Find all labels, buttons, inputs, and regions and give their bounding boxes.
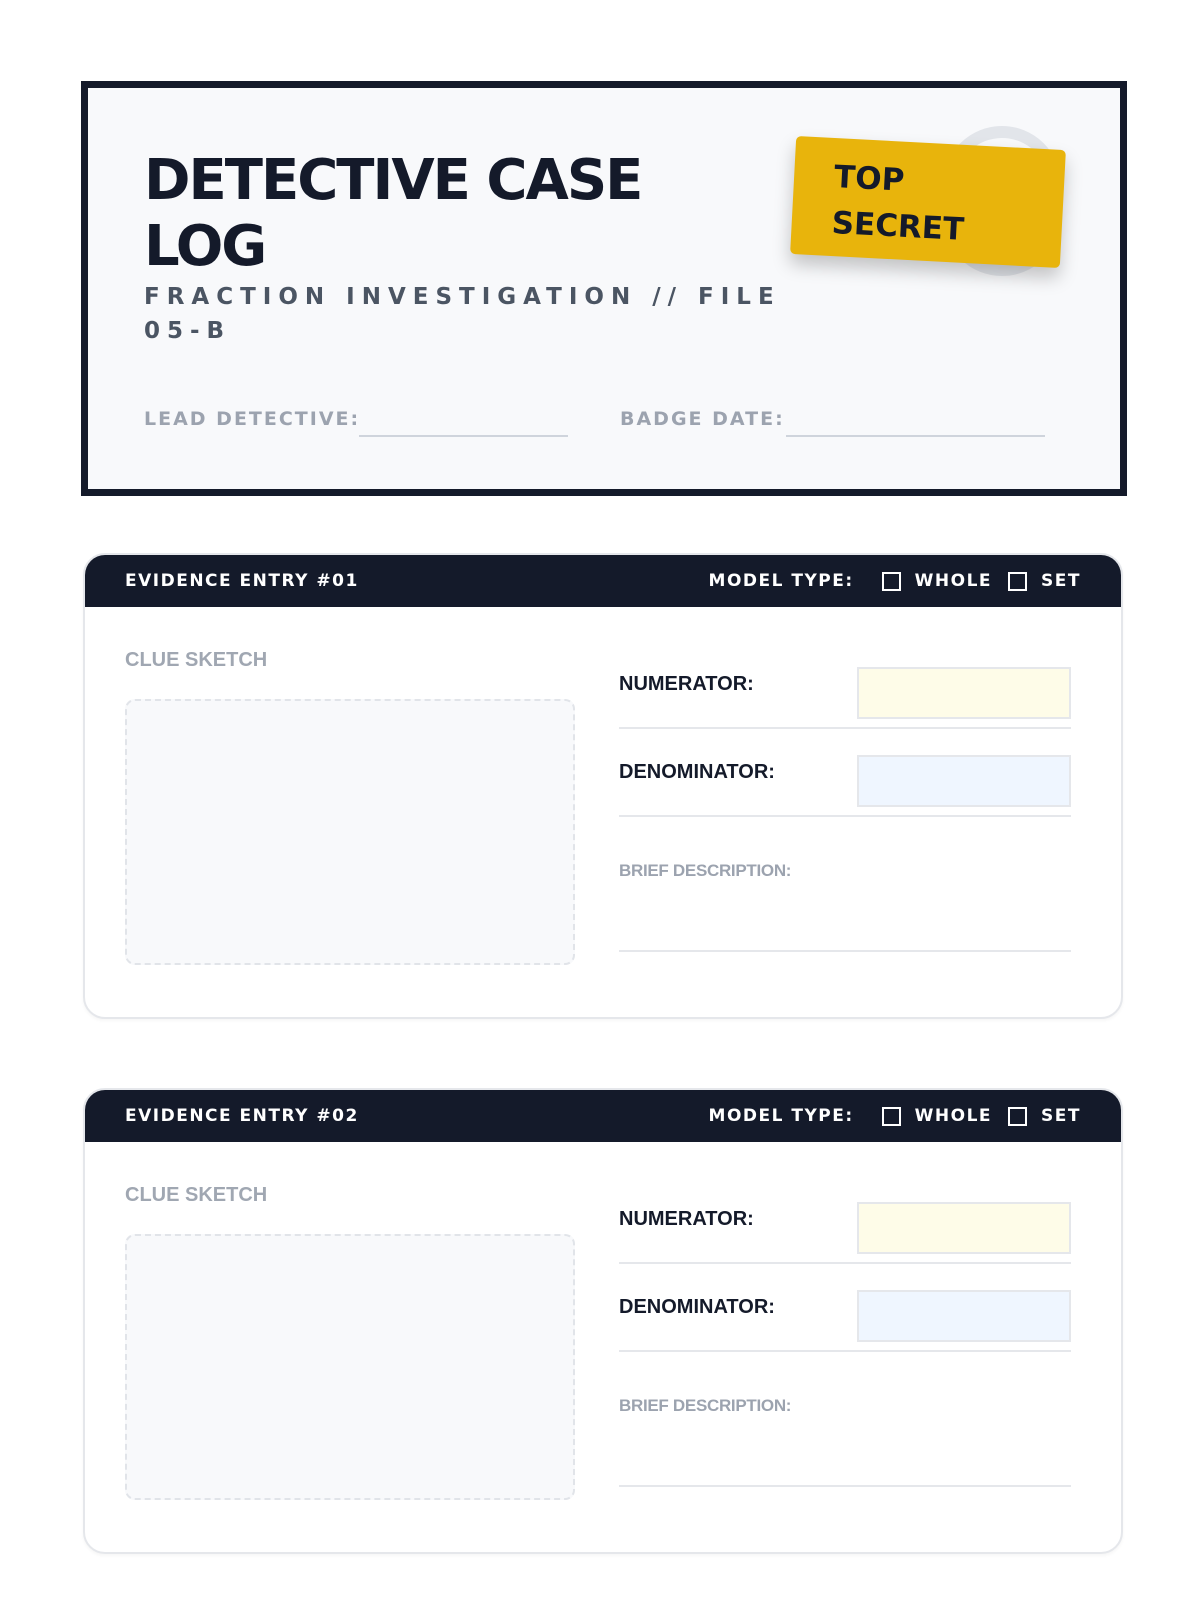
denominator-row xyxy=(619,727,1071,817)
evidence-entry-card xyxy=(83,553,1123,1019)
numerator-row xyxy=(619,639,1071,729)
whole-option-label: WHOLE xyxy=(914,1106,993,1126)
stamp-label: TOP SECRET xyxy=(830,159,965,248)
numerator-row xyxy=(619,1174,1071,1264)
lead-detective-label: LEAD DETECTIVE: xyxy=(144,408,361,430)
model-type-options xyxy=(709,571,1081,591)
brief-description-field[interactable] xyxy=(619,950,1071,952)
badge-date-field[interactable] xyxy=(786,435,1045,437)
numerator-input[interactable] xyxy=(857,1202,1071,1254)
numerator-input[interactable] xyxy=(857,667,1071,719)
lead-detective-field[interactable] xyxy=(359,435,568,437)
clue-sketch-label: CLUE SKETCH xyxy=(125,649,268,671)
set-option-label: SET xyxy=(1041,571,1081,591)
denominator-input[interactable] xyxy=(857,1290,1071,1342)
denominator-input[interactable] xyxy=(857,755,1071,807)
whole-checkbox[interactable] xyxy=(882,1107,901,1126)
clue-sketch-area[interactable] xyxy=(125,699,575,965)
brief-description-field[interactable] xyxy=(619,1485,1071,1487)
brief-description-label: BRIEF DESCRIPTION: xyxy=(619,861,792,880)
clue-sketch-area[interactable] xyxy=(125,1234,575,1500)
model-type-label: MODEL TYPE: xyxy=(708,1106,854,1126)
evidence-entry-card xyxy=(83,1088,1123,1554)
denominator-label: DENOMINATOR: xyxy=(619,1296,775,1318)
denominator-label: DENOMINATOR: xyxy=(619,761,775,783)
top-secret-stamp xyxy=(790,136,1066,268)
model-type-label: MODEL TYPE: xyxy=(708,571,854,591)
brief-description-label: BRIEF DESCRIPTION: xyxy=(619,1396,792,1415)
entry-title: EVIDENCE ENTRY #02 xyxy=(125,1106,359,1126)
set-checkbox[interactable] xyxy=(1008,572,1027,591)
entry-header xyxy=(85,1090,1121,1142)
numerator-label: NUMERATOR: xyxy=(619,1208,754,1230)
set-checkbox[interactable] xyxy=(1008,1107,1027,1126)
entry-header xyxy=(85,555,1121,607)
badge-date-label: BADGE DATE: xyxy=(620,408,785,430)
clue-sketch-label: CLUE SKETCH xyxy=(125,1184,268,1206)
entry-title: EVIDENCE ENTRY #01 xyxy=(125,571,359,591)
whole-option-label: WHOLE xyxy=(914,571,993,591)
case-header-card xyxy=(81,81,1127,496)
page-title: DETECTIVE CASE LOG xyxy=(144,148,642,279)
numerator-label: NUMERATOR: xyxy=(619,673,754,695)
set-option-label: SET xyxy=(1041,1106,1081,1126)
model-type-options xyxy=(709,1106,1081,1126)
whole-checkbox[interactable] xyxy=(882,572,901,591)
denominator-row xyxy=(619,1262,1071,1352)
file-subtitle: FRACTION INVESTIGATION // FILE 05-B xyxy=(144,284,781,344)
